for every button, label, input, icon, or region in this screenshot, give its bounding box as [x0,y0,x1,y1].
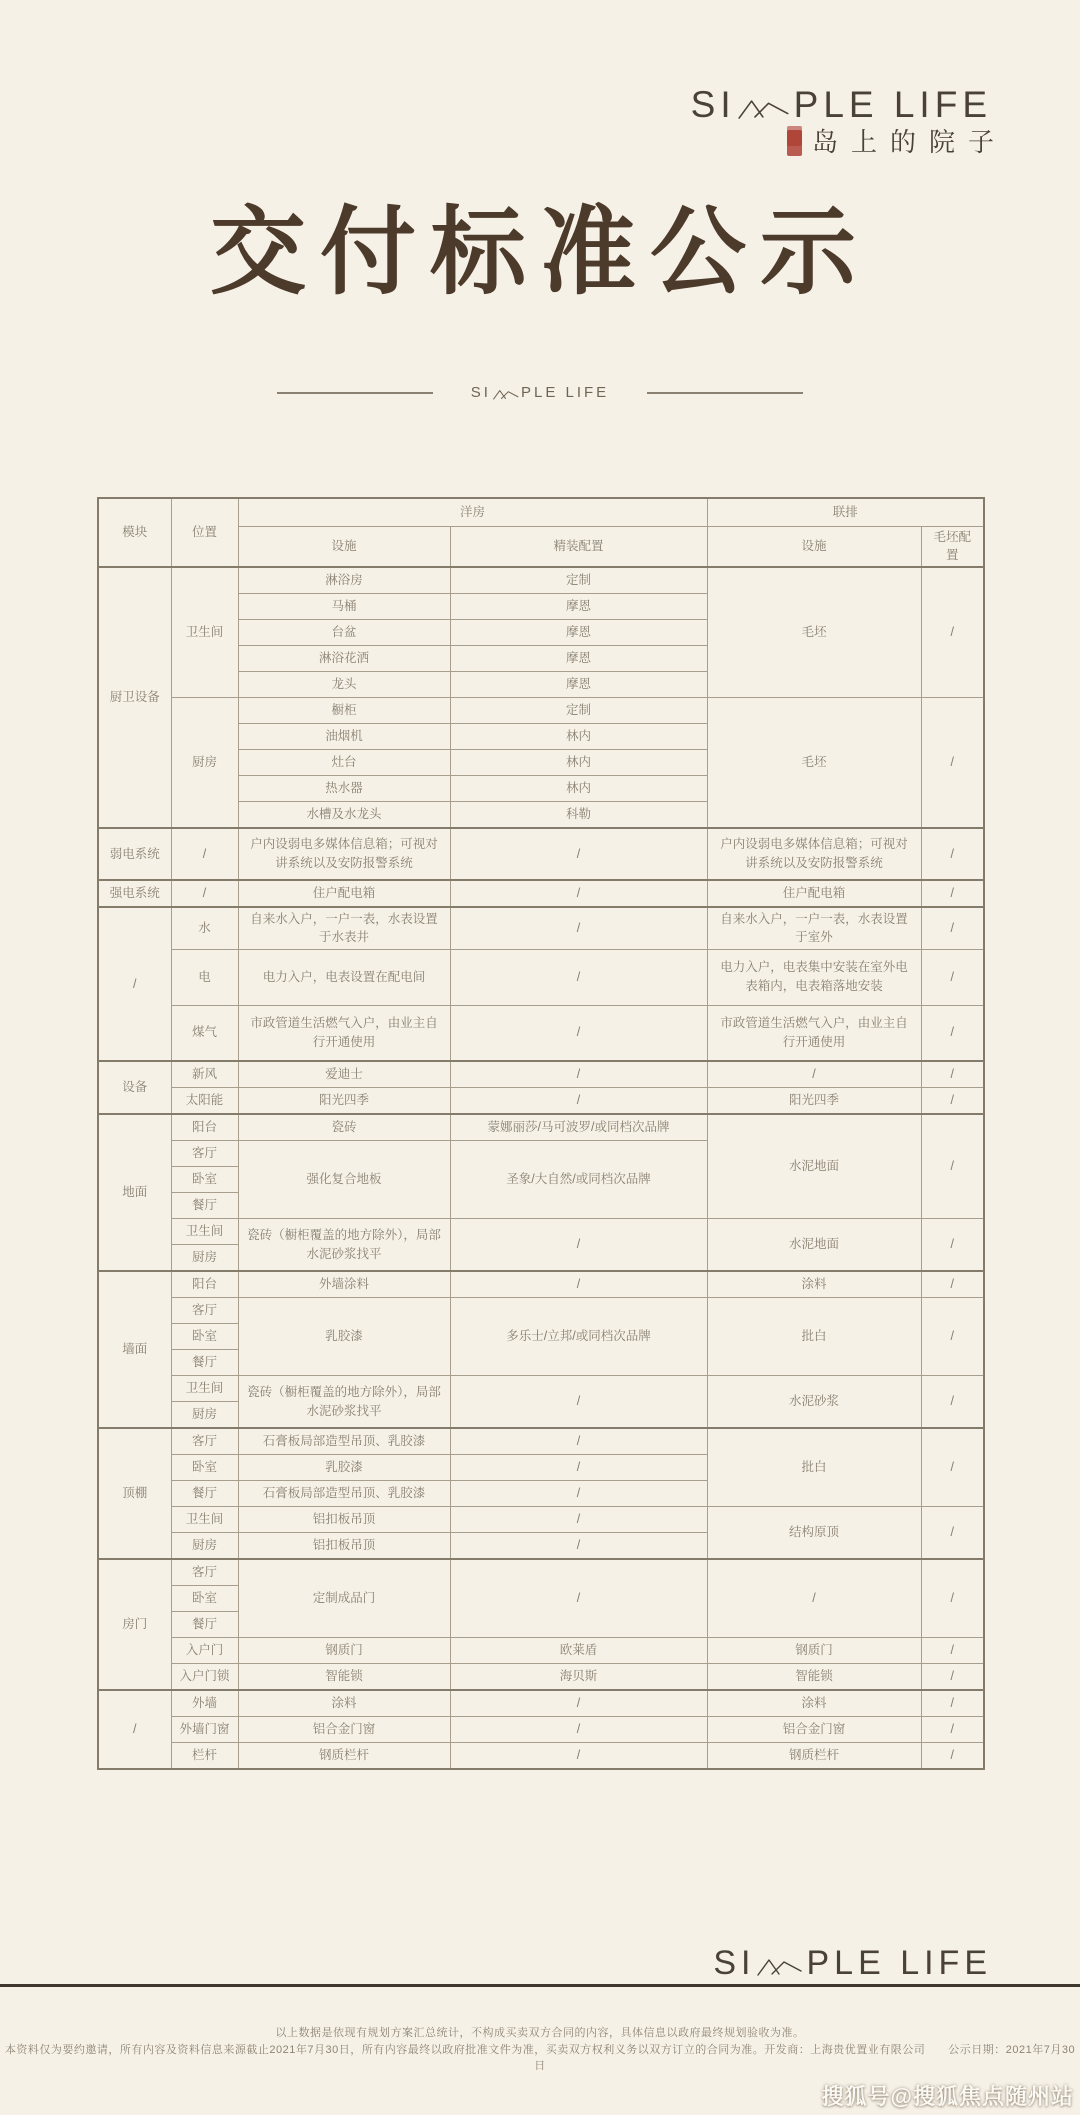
table-cell: 台盆 [238,620,450,646]
table-cell: 智能锁 [707,1664,921,1691]
table-cell: 批白 [707,1298,921,1376]
table-cell: / [450,1507,707,1533]
table-cell: / [921,1717,984,1743]
brand-cn-line [787,122,1007,159]
table-cell: / [450,1717,707,1743]
table-cell: / [921,949,984,1005]
table-cell: 科勒 [450,802,707,829]
table-header-cell: 位置 [171,498,238,567]
table-cell: / [450,1559,707,1638]
table-cell: 爱迪士 [238,1061,450,1088]
table-cell: 住户配电箱 [238,880,450,907]
table-cell: / [98,1690,171,1769]
table-cell: / [450,1481,707,1507]
table-cell: / [450,1455,707,1481]
table-cell: 厨卫设备 [98,567,171,828]
table-header-cell: 联排 [707,498,984,526]
table-cell: / [450,1061,707,1088]
table-header-cell: 洋房 [238,498,707,526]
mountain-icon [757,1956,803,1978]
table-cell: 钢质门 [238,1638,450,1664]
table-cell: / [921,907,984,949]
delivery-standards-table [97,497,985,1770]
table-cell: / [450,1743,707,1770]
table-cell: 房门 [98,1559,171,1690]
sohu-watermark: 搜狐号@搜狐焦点随州站 [821,2084,1074,2109]
table-cell: 淋浴房 [238,567,450,594]
table-cell: 铝扣板吊顶 [238,1507,450,1533]
table-cell: 电 [171,949,238,1005]
table-cell: 阳台 [171,1114,238,1141]
table-cell: 毛坯 [707,698,921,829]
table-cell: 住户配电箱 [707,880,921,907]
table-cell: 卫生间 [171,567,238,698]
table-cell: / [450,1533,707,1560]
table-cell: 客厅 [171,1428,238,1455]
table-cell: / [921,1005,984,1061]
table-cell: 厨房 [171,1245,238,1272]
mountain-icon [738,97,790,121]
table-cell: / [450,1690,707,1717]
table-cell: 定制 [450,567,707,594]
table-cell: 毛坯 [707,567,921,698]
table-cell: / [171,880,238,907]
brand-seal-icon [787,126,802,156]
table-cell: 灶台 [238,750,450,776]
table-cell: / [921,1298,984,1376]
table-cell: 欧莱盾 [450,1638,707,1664]
table-cell: / [921,698,984,829]
table-cell: / [921,1088,984,1115]
table-cell: 钢质栏杆 [707,1743,921,1770]
table-cell: 强化复合地板 [238,1141,450,1219]
table-cell: 涂料 [707,1690,921,1717]
footer-logo [713,1944,992,1983]
table-cell: 厨房 [171,1533,238,1560]
table-cell: 圣象/大自然/或同档次品牌 [450,1141,707,1219]
table-cell: 水泥地面 [707,1219,921,1272]
table-cell: 设备 [98,1061,171,1114]
divider-logo-suffix: PLE LIFE [520,384,610,401]
table-cell: / [921,1559,984,1638]
footer-logo-prefix: SI [713,1944,756,1982]
table-header-cell: 设施 [707,526,921,567]
table-cell: / [450,1376,707,1429]
table-cell: 客厅 [171,1298,238,1324]
divider-line-right [647,392,803,394]
table-cell: 餐厅 [171,1193,238,1219]
footer-rule [0,1984,1080,1987]
table-cell: / [450,1428,707,1455]
table-cell: 涂料 [238,1690,450,1717]
disclaimer-line-1: 以上数据是依现有规划方案汇总统计，不构成买卖双方合同的内容，具体信息以政府最终规划验收为准。 [275,2027,805,2039]
table-cell: / [450,1271,707,1298]
table-cell: 卧室 [171,1324,238,1350]
table-cell: 入户门 [171,1638,238,1664]
table-cell: 卧室 [171,1455,238,1481]
table-cell: 油烟机 [238,724,450,750]
table-cell: 乳胶漆 [238,1298,450,1376]
table-cell: / [450,1088,707,1115]
table-cell: 餐厅 [171,1612,238,1638]
table-cell: 多乐士/立邦/或同档次品牌 [450,1298,707,1376]
table-cell: 淋浴花洒 [238,646,450,672]
table-cell: 结构原顶 [707,1507,921,1560]
table-cell: 石膏板局部造型吊顶、乳胶漆 [238,1428,450,1455]
footer-logo-suffix: PLE LIFE [806,1944,992,1982]
page-title: 交付标准公示 [210,199,870,306]
table-cell: 橱柜 [238,698,450,724]
table-cell: 乳胶漆 [238,1455,450,1481]
table-cell: 钢质门 [707,1638,921,1664]
table-cell: / [450,880,707,907]
table-cell: / [450,828,707,880]
table-cell: / [921,828,984,880]
table-cell: 卫生间 [171,1507,238,1533]
table-cell: 顶棚 [98,1428,171,1559]
table-cell: 瓷砖（橱柜覆盖的地方除外），局部水泥砂浆找平 [238,1219,450,1272]
table-cell: / [707,1061,921,1088]
brand-cn-name: 岛上的院子 [811,127,1007,157]
table-cell: / [921,1638,984,1664]
table-cell: 钢质栏杆 [238,1743,450,1770]
table-cell: 铝合金门窗 [707,1717,921,1743]
table-cell: 自来水入户，一户一表，水表设置于室外 [707,907,921,949]
table-cell: 马桶 [238,594,450,620]
table-cell: 户内设弱电多媒体信息箱；可视对讲系统以及安防报警系统 [238,828,450,880]
brand-logo [691,84,992,126]
section-divider [0,384,1080,401]
brand-logo-prefix: SI [690,84,736,125]
table-cell: 涂料 [707,1271,921,1298]
table-cell: 阳光四季 [238,1088,450,1115]
table-cell: 外墙 [171,1690,238,1717]
table-cell: 林内 [450,750,707,776]
table-cell: 水槽及水龙头 [238,802,450,829]
table-cell: 市政管道生活燃气入户，由业主自行开通使用 [707,1005,921,1061]
table-cell: / [921,1061,984,1088]
table-cell: 定制 [450,698,707,724]
table-cell: / [921,1271,984,1298]
table-cell: 卫生间 [171,1219,238,1245]
table-cell: 强电系统 [98,880,171,907]
table-cell: 水泥地面 [707,1114,921,1219]
table-cell: 瓷砖（橱柜覆盖的地方除外），局部水泥砂浆找平 [238,1376,450,1429]
table-cell: 海贝斯 [450,1664,707,1691]
table-cell: 地面 [98,1114,171,1271]
table-cell: 卧室 [171,1586,238,1612]
table-cell: 市政管道生活燃气入户，由业主自行开通使用 [238,1005,450,1061]
table-cell: 外墙门窗 [171,1717,238,1743]
table-cell: / [921,1690,984,1717]
table-header-cell: 设施 [238,526,450,567]
table-cell: 弱电系统 [98,828,171,880]
table-cell: 户内设弱电多媒体信息箱；可视对讲系统以及安防报警系统 [707,828,921,880]
table-cell: 摩恩 [450,646,707,672]
table-cell: / [921,1219,984,1272]
table-cell: 外墙涂料 [238,1271,450,1298]
table-cell: 定制成品门 [238,1559,450,1638]
table-cell: 客厅 [171,1141,238,1167]
table-cell: / [921,1114,984,1219]
table-cell: / [98,907,171,1061]
table-cell: / [171,828,238,880]
table-cell: 瓷砖 [238,1114,450,1141]
table-cell: 铝合金门窗 [238,1717,450,1743]
table-cell: 摩恩 [450,594,707,620]
table-cell: / [921,1428,984,1507]
table-cell: 阳台 [171,1271,238,1298]
table-cell: 厨房 [171,1402,238,1429]
table-cell: / [921,1507,984,1560]
table-cell: 入户门锁 [171,1664,238,1691]
table-cell: 电力入户，电表集中安装在室外电表箱内，电表箱落地安装 [707,949,921,1005]
table-cell: 墙面 [98,1271,171,1428]
table-cell: 热水器 [238,776,450,802]
table-cell: / [921,1376,984,1429]
table-cell: 新风 [171,1061,238,1088]
table-cell: 龙头 [238,672,450,698]
table-cell: 摩恩 [450,620,707,646]
table-header-cell: 毛坯配置 [921,526,984,567]
table-cell: 餐厅 [171,1481,238,1507]
table-cell: 批白 [707,1428,921,1507]
table-cell: 蒙娜丽莎/马可波罗/或同档次品牌 [450,1114,707,1141]
table-cell: / [921,880,984,907]
divider-logo-prefix: SI [470,384,491,401]
table-cell: 太阳能 [171,1088,238,1115]
disclaimer-line-2: 本资料仅为要约邀请，所有内容及资料信息来源截止2021年7月30日，所有内容最终以政府批准文件为准，买卖双方权利义务以双方订立的合同为准。开发商：上海贵优置业有限公司 公示日期：2021年7月30日 [4,2044,1076,2072]
table-cell: 餐厅 [171,1350,238,1376]
table-header-cell: 模块 [98,498,171,567]
table-cell: 电力入户，电表设置在配电间 [238,949,450,1005]
table-cell: 客厅 [171,1559,238,1586]
table-cell: 摩恩 [450,672,707,698]
table-cell: 智能锁 [238,1664,450,1691]
table-cell: 林内 [450,724,707,750]
table-cell: 厨房 [171,698,238,829]
table-cell: / [450,949,707,1005]
table-cell: / [921,567,984,698]
table-cell: 自来水入户，一户一表，水表设置于水表井 [238,907,450,949]
table-cell: 石膏板局部造型吊顶、乳胶漆 [238,1481,450,1507]
table-cell: / [450,907,707,949]
table-cell: 水泥砂浆 [707,1376,921,1429]
table-cell: / [450,1005,707,1061]
table-cell: / [450,1219,707,1272]
table-cell: 水 [171,907,238,949]
table-cell: 铝扣板吊顶 [238,1533,450,1560]
table-cell: 卧室 [171,1167,238,1193]
brand-logo-suffix: PLE LIFE [793,84,992,125]
table-cell: 煤气 [171,1005,238,1061]
table-cell: / [707,1559,921,1638]
table-cell: 林内 [450,776,707,802]
divider-line-left [277,392,433,394]
table-cell: / [921,1743,984,1770]
table-cell: 卫生间 [171,1376,238,1402]
mountain-icon [493,388,519,401]
table-header-cell: 精装配置 [450,526,707,567]
table-cell: 栏杆 [171,1743,238,1770]
table-cell: 阳光四季 [707,1088,921,1115]
divider-logo [471,384,609,401]
table-cell: / [921,1664,984,1691]
